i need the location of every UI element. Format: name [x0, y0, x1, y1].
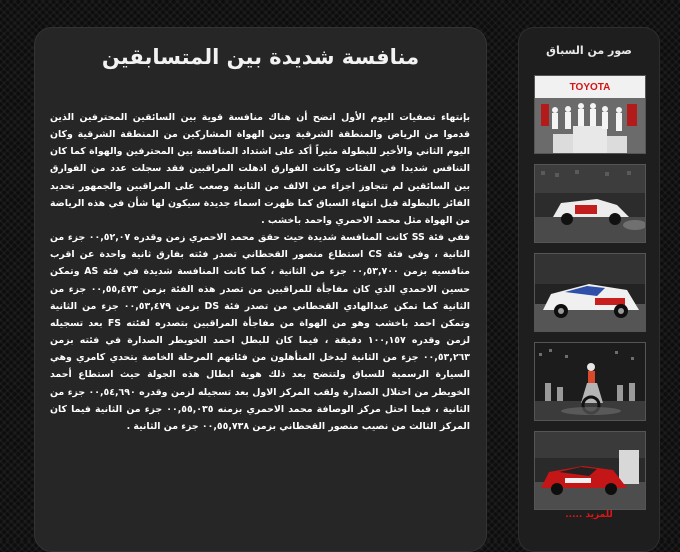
- article-paragraph-2: ففي فئة SS كانت المنافسة شديدة حيث حقق محمد الاحمري زمن وقدره ٠٠,٥٢,٠٧ جزء من الثانية ، وفي فئة CS استطاع منصور القحطاني تصدر فئته بفارق ثانية واحدة عن اقرب منافسيه بزمن ٠٠,٥٣,٧٠٠ جزء من الثانية ، كما كانت المنافسة شديدة في فئة AS وتمكن حسين الاحمدي الذي كان مفاجأة للمراقبين من تصدر هذه الفئة بزمن ٠٠,٥٥,٤٧٣ جزء من الثانية كما تمكن عبدالهادي القحطاني من تصدر فئة DS بزمن ٠٠,٥٣,٤٧٩ جزء من الثانية وتمكن احمد باخشب وهو من الهواة من مفاجأة المراقبين بتصدره لفئته FS بعد تسجيله لزمن وقدره ١٠٠,١٥٧ دقيقة ، فيما كان للبطل احمد الخويطر الصدارة في فئته بزمن ٠٠,٥٣,٢٦٣ جزء من الثانية ليدخل المتأهلون من فئاتهم المرحلة الخاصة بتحدي كامري وهي السيارة الرسمية للسباق ولتتضح بعد ذلك هوية ابطال هذه الجولة حيث استطاع أحمد الخويطر من احتلال الصدارة ولقب المركز الاول بعد تسجيله لزمن وقدره ٠٠,٥٤,٦٩٠ جزء من الثانية ، فيما احتل مركز الوصافة محمد الاحمري بزمنه ٠٠,٥٥,٠٣٥ جزء من الثانية فيما كان المركز الثالث من نصيب منصور القحطاني بزمن ٠٠,٥٥,٧٣٨ جزء من الثانية .: [50, 232, 471, 432]
- more-photos-link[interactable]: للمزيد .....: [565, 510, 613, 520]
- drift-car-photo-thumbnail[interactable]: [534, 164, 646, 243]
- article-paragraph-1: بإنتهاء تصفيات اليوم الأول اتضح أن هناك منافسة قوية بين السائقين المحترفين الذين قدموا من الرياض والمنطقة الشرقية وبين الهواة المشاركين من المنطقة الشرقية وكان اليوم الثاني والأخير للبطولة مثيراً أكد على اشتداد المنافسة بين المحترفين والهواة كما كان التنافس شديدا في الفئات وكانت الفوارق اذهلت المراقبين فقد سجلت عدد من الفوارق بين السائقين لم تتجاوز اجزاء من الالف من الثانية وصعب على المراقبين والجمهور تحديد الفائز بالبطولة قبل انتهاء السباق كما ظهرت اسماء جديدة سيكون لها شأن في هذه الرياضة من الهواة مثل محمد الاحمري واحمد باخشب .: [50, 112, 470, 226]
- sidebar-title: صور من السباق: [546, 44, 632, 57]
- stunt-bike-photo-icon: [535, 343, 645, 420]
- race-car-photo-icon: [535, 254, 645, 331]
- camry-race-photo-icon: [535, 432, 645, 509]
- article-title: منافسة شديدة بين المتسابقين: [101, 45, 420, 69]
- main-article-panel: [34, 27, 487, 552]
- drift-car-photo-icon: [535, 165, 645, 242]
- stunt-bike-photo-thumbnail[interactable]: [534, 342, 646, 421]
- podium-photo-icon: [535, 76, 645, 153]
- race-car-photo-thumbnail[interactable]: [534, 253, 646, 332]
- podium-photo-thumbnail[interactable]: [534, 75, 646, 154]
- toyota-banner-text: TOYOTA: [569, 82, 611, 93]
- camry-race-photo-thumbnail[interactable]: [534, 431, 646, 510]
- article-body: [50, 109, 470, 435]
- race-photos-sidebar: [518, 27, 660, 552]
